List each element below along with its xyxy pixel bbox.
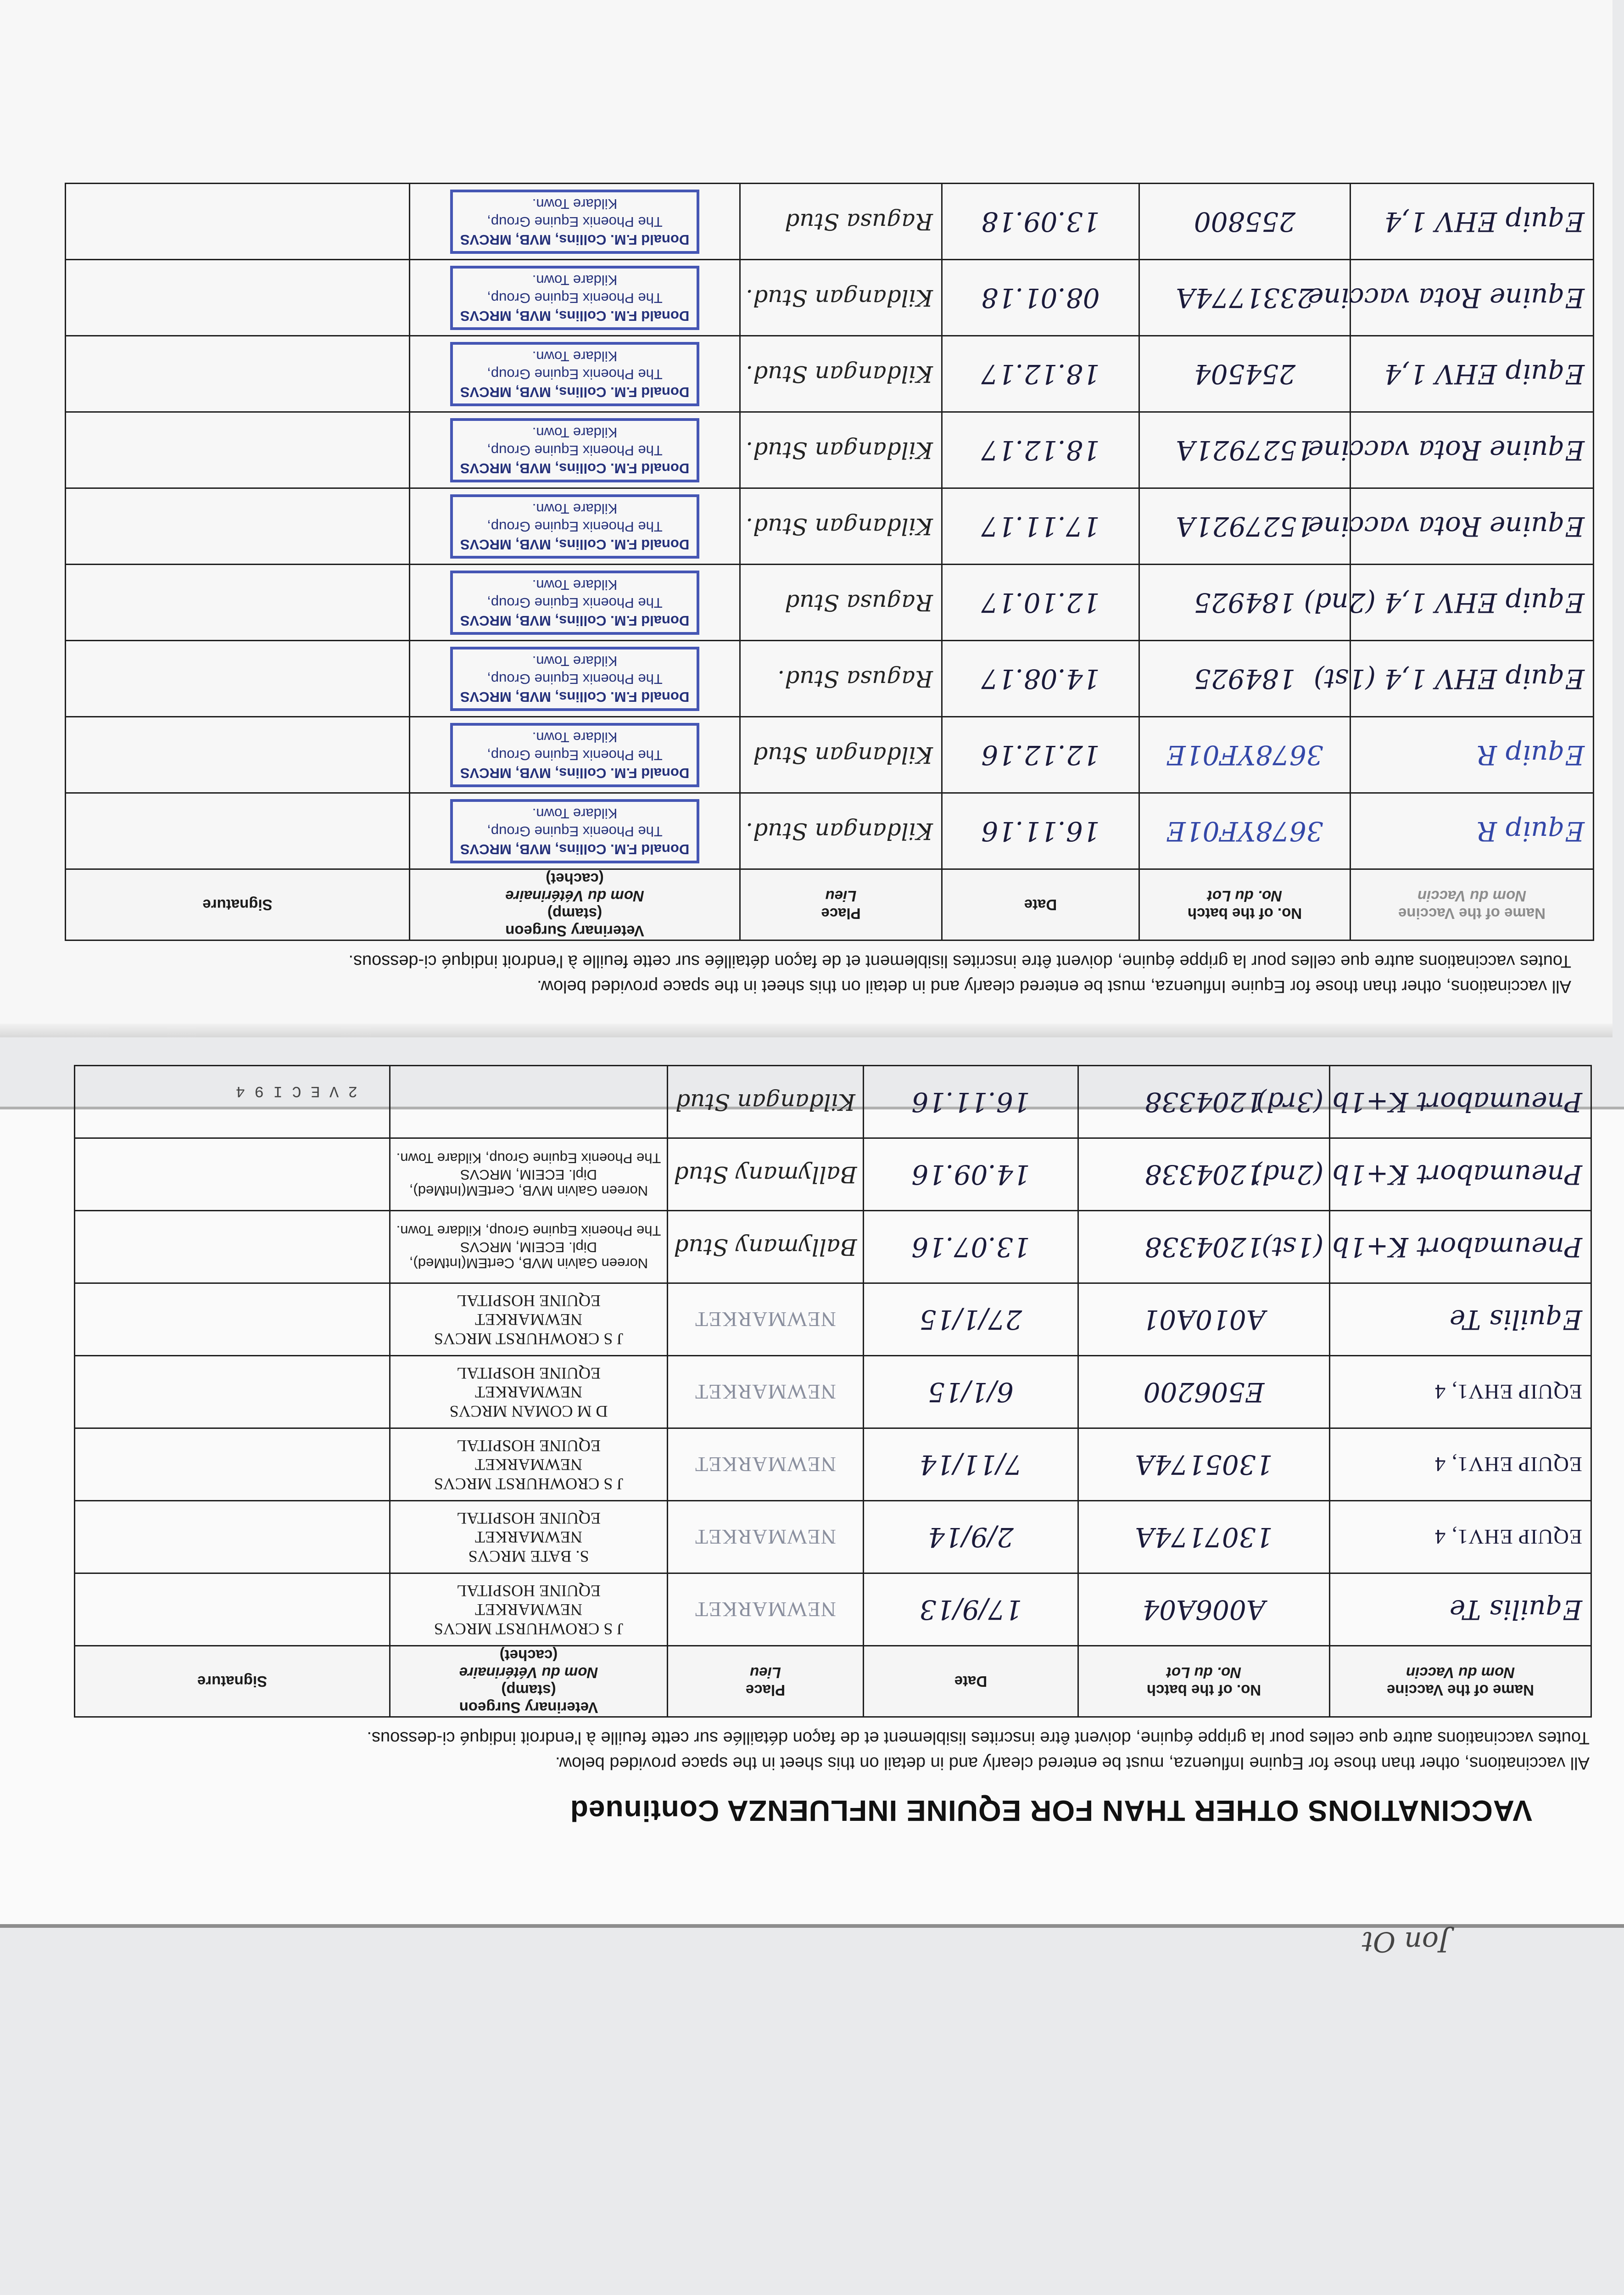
signature-cell xyxy=(75,1066,390,1138)
vet-cell xyxy=(410,184,740,260)
vet-stamp-name: Donald F.M. Collins, MVB, MRCVS xyxy=(460,231,690,248)
vaccination-place: Ragusa Stud. xyxy=(777,665,933,692)
vet-stamp-line: EQUINE HOSPITAL xyxy=(456,1364,601,1383)
vet-cell xyxy=(390,1501,668,1573)
vaccination-date-cell xyxy=(864,1356,1078,1428)
vet-cell xyxy=(410,412,740,488)
page-title: VACCINATIONS OTHER THAN FOR EQUINE INFLUENZA Continued xyxy=(569,1794,1532,1827)
vaccination-date: 16.11.16 xyxy=(911,1086,1030,1118)
vaccine-name-cell xyxy=(1313,641,1594,717)
vet-cell xyxy=(390,1066,668,1138)
vaccination-date: 17/9/13 xyxy=(919,1594,1022,1625)
table-row xyxy=(75,1428,1591,1501)
vet-cell xyxy=(410,488,740,565)
vaccine-name-cell xyxy=(1351,793,1594,869)
vet-stamp-line: NEWMARKET xyxy=(475,1455,582,1474)
vet-stamp xyxy=(450,799,699,863)
table-row xyxy=(75,1211,1591,1283)
vet-stamp-wrap xyxy=(410,799,739,863)
vet-stamp-town: Kildare Town. xyxy=(532,196,618,213)
vet-stamp-group: The Phoenix Equine Group, xyxy=(487,214,663,230)
vet-stamp-line: EQUINE HOSPITAL xyxy=(456,1437,601,1455)
vaccination-date: 7/11/14 xyxy=(919,1449,1022,1480)
signature-cell xyxy=(66,717,410,793)
vet-stamp-name: Donald F.M. Collins, MVB, MRCVS xyxy=(460,384,690,400)
table-row xyxy=(66,412,1594,488)
vet-stamp xyxy=(391,1433,667,1497)
vaccine-name-cell xyxy=(1351,717,1594,793)
vaccine-name-cell xyxy=(1251,1138,1591,1211)
vaccination-date-cell xyxy=(864,1066,1078,1138)
vet-stamp-name: Donald F.M. Collins, MVB, MRCVS xyxy=(460,765,690,781)
vet-cell xyxy=(390,1283,668,1356)
vet-stamp-town: Kildare Town. xyxy=(532,577,618,593)
vet-stamp-wrap xyxy=(410,494,739,559)
batch-number: 254504 xyxy=(1194,358,1296,390)
vet-stamp xyxy=(391,1287,667,1352)
vet-stamp-name: Donald F.M. Collins, MVB, MRCVS xyxy=(460,841,690,857)
vaccine-name: Equine Rota vaccine xyxy=(1308,510,1585,542)
batch-number-cell xyxy=(1139,184,1351,260)
batch-number: 1204338 xyxy=(1144,1231,1263,1263)
vaccine-name: Equip EHV 1,4 (1st) xyxy=(1313,663,1585,694)
vet-stamp xyxy=(391,1360,667,1424)
vet-cell xyxy=(390,1211,668,1283)
table-row xyxy=(75,1283,1591,1356)
table-row xyxy=(66,793,1594,869)
signature-cell xyxy=(66,260,410,336)
table-row xyxy=(75,1501,1591,1573)
signature-cell xyxy=(75,1283,390,1356)
vet-stamp-line: D M COMAN MRCVS xyxy=(449,1402,608,1421)
table-row xyxy=(66,717,1594,793)
vaccination-date-cell xyxy=(864,1211,1078,1283)
vet-stamp-wrap xyxy=(410,190,739,254)
vaccination-date-cell xyxy=(864,1138,1078,1211)
vaccine-name-cell xyxy=(1304,565,1594,641)
vet-cell xyxy=(390,1428,668,1501)
vet-stamp xyxy=(391,1146,667,1203)
vaccination-date-cell xyxy=(942,260,1139,336)
vaccination-place-cell xyxy=(668,1356,864,1428)
batch-number: 3678YF01E xyxy=(1166,815,1323,847)
vet-stamp-line: The Phoenix Equine Group, Kildare Town. xyxy=(396,1150,661,1166)
vet-stamp xyxy=(450,342,699,406)
vet-cell xyxy=(410,565,740,641)
vet-stamp-line: Dipl. ECEIM, MRCVS xyxy=(460,1166,597,1183)
vaccination-date-cell xyxy=(942,488,1139,565)
vaccine-name: Equip EHV 1,4 xyxy=(1384,358,1585,390)
vet-stamp xyxy=(450,571,699,635)
batch-number: 184925 xyxy=(1194,663,1296,694)
signature-cell xyxy=(75,1501,390,1573)
vaccine-name: Equip EHV 1,4 xyxy=(1384,206,1585,237)
signature-cell xyxy=(75,1211,390,1283)
vaccine-name-cell xyxy=(1330,1573,1591,1646)
header-vet: Veterinary Surgeon (stamp) Nom du Vétérinaire (cachet) xyxy=(410,869,740,940)
vaccination-place: Kildangan Stud. xyxy=(746,437,933,464)
batch-number: 2331774A xyxy=(1176,282,1314,313)
vaccination-table-lower xyxy=(74,1065,1592,1718)
vaccination-date: 12.10.17 xyxy=(981,587,1100,618)
batch-number-cell xyxy=(1078,1573,1330,1646)
table-row xyxy=(66,565,1594,641)
margin-note: Jon Ot xyxy=(1362,1926,1450,1958)
vaccination-place-cell xyxy=(668,1066,864,1138)
instruction-english: All vaccinations, other than those for Equine Influenza, must be entered clearly and in detail on this sheet in the space provided below. xyxy=(537,977,1571,996)
header-vet: Veterinary Surgeon (stamp) Nom du Vétérinaire (cachet) xyxy=(390,1646,668,1717)
vaccine-name-cell xyxy=(1330,1356,1591,1428)
vaccination-place-cell xyxy=(740,717,942,793)
vaccination-place-cell xyxy=(740,793,942,869)
vet-stamp-line: NEWMARKET xyxy=(475,1383,582,1402)
vet-stamp-name: Donald F.M. Collins, MVB, MRCVS xyxy=(460,308,690,324)
vet-stamp-line: NEWMARKET xyxy=(475,1601,582,1619)
vaccination-place-cell xyxy=(740,260,942,336)
vet-stamp xyxy=(450,494,699,559)
vaccine-name: Pneumabort K+1b (3rd) xyxy=(1256,1086,1582,1118)
vaccination-place: Ragusa Stud xyxy=(785,589,933,616)
vet-stamp-town: Kildare Town. xyxy=(532,806,618,822)
vaccination-date: 18.12.17 xyxy=(981,358,1100,390)
vet-stamp-group: The Phoenix Equine Group, xyxy=(487,595,663,611)
vet-stamp xyxy=(391,1578,667,1642)
vaccination-date: 13.09.18 xyxy=(981,206,1100,237)
vaccine-name: Pneumabort K+1b (1st) xyxy=(1261,1231,1582,1263)
signature-cell xyxy=(66,184,410,260)
vaccine-name: Pneumabort K+1b (2nd) xyxy=(1251,1159,1582,1190)
batch-number: A010A01 xyxy=(1142,1304,1266,1335)
vet-stamp-line: EQUINE HOSPITAL xyxy=(456,1292,601,1310)
header-vaccine: Name of the Vaccine Nom du Vaccin xyxy=(1330,1646,1591,1717)
vaccination-place: Kildangan Stud xyxy=(753,741,933,768)
vaccination-place: Ragusa Stud xyxy=(785,208,933,235)
batch-number-cell xyxy=(1139,336,1351,412)
vet-stamp-group: The Phoenix Equine Group, xyxy=(487,823,663,840)
vet-stamp xyxy=(450,647,699,711)
vet-stamp-name: Donald F.M. Collins, MVB, MRCVS xyxy=(460,612,690,629)
vaccine-name: Equine Rota vaccine xyxy=(1308,282,1585,313)
header-date: Date xyxy=(942,869,1139,940)
vaccination-place: Ballymany Stud xyxy=(674,1161,857,1188)
vet-stamp-name: Donald F.M. Collins, MVB, MRCVS xyxy=(460,536,690,553)
table-row xyxy=(66,488,1594,565)
vaccine-name-cell xyxy=(1308,488,1594,565)
vet-stamp-name: Donald F.M. Collins, MVB, MRCVS xyxy=(460,460,690,476)
vaccination-place: NEWMARKET xyxy=(695,1598,836,1622)
signature-cell xyxy=(75,1428,390,1501)
vaccination-place-cell xyxy=(740,336,942,412)
vet-stamp-line: EQUINE HOSPITAL xyxy=(456,1509,601,1528)
vaccine-name: Equilis Te xyxy=(1449,1304,1582,1335)
vet-cell xyxy=(410,793,740,869)
vaccination-place: Kildangan Stud. xyxy=(746,360,933,387)
vaccination-date-cell xyxy=(864,1501,1078,1573)
vet-stamp-name: Donald F.M. Collins, MVB, MRCVS xyxy=(460,688,690,705)
header-signature: Signature xyxy=(75,1646,390,1717)
vet-stamp xyxy=(450,190,699,254)
vet-stamp-group: The Phoenix Equine Group, xyxy=(487,671,663,688)
vaccination-date: 08.01.18 xyxy=(981,282,1100,313)
vaccination-place: NEWMARKET xyxy=(695,1525,836,1549)
vet-cell xyxy=(410,336,740,412)
signature-cell xyxy=(66,641,410,717)
vaccine-name-cell xyxy=(1256,1066,1591,1138)
vet-stamp xyxy=(391,1219,667,1275)
vaccination-place-cell xyxy=(668,1283,864,1356)
vet-stamp-group: The Phoenix Equine Group, xyxy=(487,442,663,459)
vaccination-place: Kildangan Stud. xyxy=(746,513,933,540)
vaccination-place-cell xyxy=(740,488,942,565)
vet-cell xyxy=(410,717,740,793)
vaccination-date-cell xyxy=(864,1428,1078,1501)
vet-stamp-group: The Phoenix Equine Group, xyxy=(487,290,663,307)
table-row xyxy=(75,1356,1591,1428)
header-place: Place Lieu xyxy=(740,869,942,940)
vaccination-place-cell xyxy=(668,1138,864,1211)
vaccination-place-cell xyxy=(668,1501,864,1573)
vaccine-name: EQUIP EHV1, 4 xyxy=(1434,1453,1582,1477)
vaccination-date: 14.08.17 xyxy=(981,663,1100,694)
vet-stamp xyxy=(450,418,699,482)
vaccination-place: Kildangan Stud. xyxy=(746,817,933,845)
vaccination-date: 17.11.17 xyxy=(981,510,1100,542)
vet-stamp-town: Kildare Town. xyxy=(532,729,618,746)
vet-stamp-group: The Phoenix Equine Group, xyxy=(487,366,663,383)
vaccination-date-cell xyxy=(942,184,1139,260)
vet-stamp-wrap xyxy=(410,571,739,635)
vaccination-place-cell xyxy=(668,1573,864,1646)
vaccination-date: 27/1/15 xyxy=(919,1304,1022,1335)
vet-stamp-wrap xyxy=(410,647,739,711)
vaccination-place-cell xyxy=(740,641,942,717)
vaccine-name: Equip R xyxy=(1477,739,1585,771)
vaccination-place-cell xyxy=(740,565,942,641)
vaccination-date-cell xyxy=(942,793,1139,869)
vaccine-name: Equip EHV 1,4 (2nd) xyxy=(1304,587,1585,618)
vet-stamp-line: J S CROWHURST MRCVS xyxy=(434,1619,624,1638)
vet-stamp-wrap xyxy=(410,342,739,406)
signature-cell xyxy=(66,793,410,869)
vaccination-date: 16.11.16 xyxy=(981,815,1100,847)
vet-stamp-line: Dipl. ECEIM, MRCVS xyxy=(460,1239,597,1255)
vaccination-date: 6/1/15 xyxy=(928,1376,1014,1408)
vet-cell xyxy=(410,641,740,717)
vaccine-name-cell xyxy=(1261,1211,1591,1283)
vet-stamp-line: EQUINE HOSPITAL xyxy=(456,1582,601,1601)
signature-cell xyxy=(75,1138,390,1211)
vet-cell xyxy=(390,1138,668,1211)
table-row xyxy=(66,336,1594,412)
vaccine-name: Equilis Te xyxy=(1449,1594,1582,1625)
batch-number: 1307174A xyxy=(1135,1521,1273,1553)
vaccination-place: Kildangan Stud xyxy=(675,1088,855,1115)
batch-number-cell xyxy=(1078,1428,1330,1501)
vet-stamp-town: Kildare Town. xyxy=(532,501,618,517)
vaccination-date: 14.09.16 xyxy=(911,1159,1030,1190)
vaccine-name: EQUIP EHV1, 4 xyxy=(1434,1525,1582,1549)
vet-stamp-line: J S CROWHURST MRCVS xyxy=(434,1329,624,1348)
vet-stamp-line: The Phoenix Equine Group, Kildare Town. xyxy=(396,1222,661,1239)
vaccination-date: 13.07.16 xyxy=(911,1231,1030,1263)
signature-cell xyxy=(75,1573,390,1646)
vet-stamp-group: The Phoenix Equine Group, xyxy=(487,747,663,764)
vet-stamp-line: NEWMARKET xyxy=(475,1310,582,1329)
vaccination-place-cell xyxy=(668,1211,864,1283)
vet-stamp-town: Kildare Town. xyxy=(532,653,618,670)
batch-number-cell xyxy=(1139,793,1351,869)
batch-number: 1527921A xyxy=(1176,434,1314,466)
batch-number: 1204338 xyxy=(1144,1159,1263,1190)
header-batch: No. of the batch No. du Lot xyxy=(1078,1646,1330,1717)
vet-stamp-wrap xyxy=(410,418,739,482)
vet-cell xyxy=(390,1573,668,1646)
batch-number: 1527921A xyxy=(1176,510,1314,542)
vaccination-date-cell xyxy=(942,565,1139,641)
table-row xyxy=(66,184,1594,260)
header-place: Place Lieu xyxy=(668,1646,864,1717)
table-row xyxy=(75,1066,1591,1138)
batch-number: 255800 xyxy=(1194,206,1296,237)
vet-stamp-wrap xyxy=(410,266,739,330)
vaccine-name-cell xyxy=(1330,1283,1591,1356)
vaccination-date: 18.12.17 xyxy=(981,434,1100,466)
vaccination-date-cell xyxy=(942,641,1139,717)
vet-stamp-group: The Phoenix Equine Group, xyxy=(487,519,663,535)
vaccination-date-cell xyxy=(864,1283,1078,1356)
table-row xyxy=(66,641,1594,717)
batch-number: 1305174A xyxy=(1135,1449,1273,1480)
vet-stamp-line: Noreen Galvin MVB, CertEM(IntMed), xyxy=(409,1255,648,1272)
batch-number-cell xyxy=(1078,1356,1330,1428)
vaccination-place: NEWMARKET xyxy=(695,1453,836,1477)
vaccine-name-cell xyxy=(1308,260,1594,336)
vaccination-place: NEWMARKET xyxy=(695,1380,836,1404)
vaccination-date: 2/9/14 xyxy=(928,1521,1014,1553)
header-signature: Signature xyxy=(66,869,410,940)
vaccine-name-cell xyxy=(1308,412,1594,488)
vet-cell xyxy=(410,260,740,336)
instruction-french: Toutes vaccinations autre que celles pour la grippe équine, doivent être inscrites lisiblement et de façon détaillée sur cette feuille à l'endroit indiqué ci-dessous. xyxy=(348,952,1571,971)
vaccination-place: NEWMARKET xyxy=(695,1308,836,1332)
vaccination-table-upper xyxy=(65,183,1594,941)
vet-stamp-line: J S CROWHURST MRCVS xyxy=(434,1474,624,1493)
vet-stamp-line: S. BATE MRCVS xyxy=(468,1547,589,1566)
batch-number: 1204338 xyxy=(1144,1086,1263,1118)
table-row xyxy=(75,1138,1591,1211)
page-code: 2 V E C I 9 4 xyxy=(235,1082,357,1099)
batch-number: 3678YF01E xyxy=(1166,739,1323,771)
vaccination-date-cell xyxy=(942,336,1139,412)
vaccination-date: 12.12.16 xyxy=(981,739,1100,771)
vaccine-name: Equip R xyxy=(1477,815,1585,847)
vaccination-page-current xyxy=(0,0,1613,1024)
signature-cell xyxy=(66,565,410,641)
vet-stamp xyxy=(450,723,699,787)
vaccination-place-cell xyxy=(668,1428,864,1501)
vet-stamp-line: NEWMARKET xyxy=(475,1528,582,1547)
table-row xyxy=(75,1573,1591,1646)
signature-cell xyxy=(66,488,410,565)
instruction-french: Toutes vaccinations autre que celles pour la grippe équine, doivent être inscrites lisiblement et de façon détaillée sur cette feuille à l'endroit indiqué ci-dessous. xyxy=(367,1728,1590,1747)
vet-stamp xyxy=(391,1098,667,1106)
vet-stamp xyxy=(391,1505,667,1569)
vaccine-name: Equine Rota vaccine xyxy=(1308,434,1585,466)
vet-stamp-town: Kildare Town. xyxy=(532,272,618,289)
vaccination-place-cell xyxy=(740,184,942,260)
vaccination-place: Kildangan Stud. xyxy=(746,284,933,311)
vet-stamp xyxy=(450,266,699,330)
vet-stamp-line: Noreen Galvin MVB, CertEM(IntMed), xyxy=(409,1183,648,1199)
vet-cell xyxy=(390,1356,668,1428)
vaccination-place-cell xyxy=(740,412,942,488)
vaccine-name-cell xyxy=(1330,1428,1591,1501)
vet-stamp-town: Kildare Town. xyxy=(532,425,618,441)
header-batch: No. of the batch No. du Lot xyxy=(1139,869,1351,940)
batch-number: A006A04 xyxy=(1142,1594,1266,1625)
batch-number: E506200 xyxy=(1143,1376,1265,1408)
signature-cell xyxy=(75,1356,390,1428)
header-vaccine: Name of the Vaccine Nom du Vaccin xyxy=(1351,869,1594,940)
signature-cell xyxy=(66,412,410,488)
vaccine-name-cell xyxy=(1351,336,1594,412)
signature-cell xyxy=(66,336,410,412)
vaccination-date-cell xyxy=(942,412,1139,488)
vet-stamp-town: Kildare Town. xyxy=(532,348,618,365)
vaccination-date-cell xyxy=(942,717,1139,793)
vaccination-place: Ballymany Stud xyxy=(674,1233,857,1260)
batch-number: 184925 xyxy=(1194,587,1296,618)
vet-stamp-wrap xyxy=(410,723,739,787)
instruction-english: All vaccinations, other than those for Equine Influenza, must be entered clearly and in detail on this sheet in the space provided below. xyxy=(555,1753,1590,1773)
vaccine-name-cell xyxy=(1330,1501,1591,1573)
table-row xyxy=(66,260,1594,336)
vaccine-name: EQUIP EHV1, 4 xyxy=(1434,1380,1582,1404)
header-date: Date xyxy=(864,1646,1078,1717)
vaccine-name-cell xyxy=(1351,184,1594,260)
batch-number-cell xyxy=(1078,1283,1330,1356)
vaccination-date-cell xyxy=(864,1573,1078,1646)
batch-number-cell xyxy=(1139,717,1351,793)
batch-number-cell xyxy=(1078,1501,1330,1573)
